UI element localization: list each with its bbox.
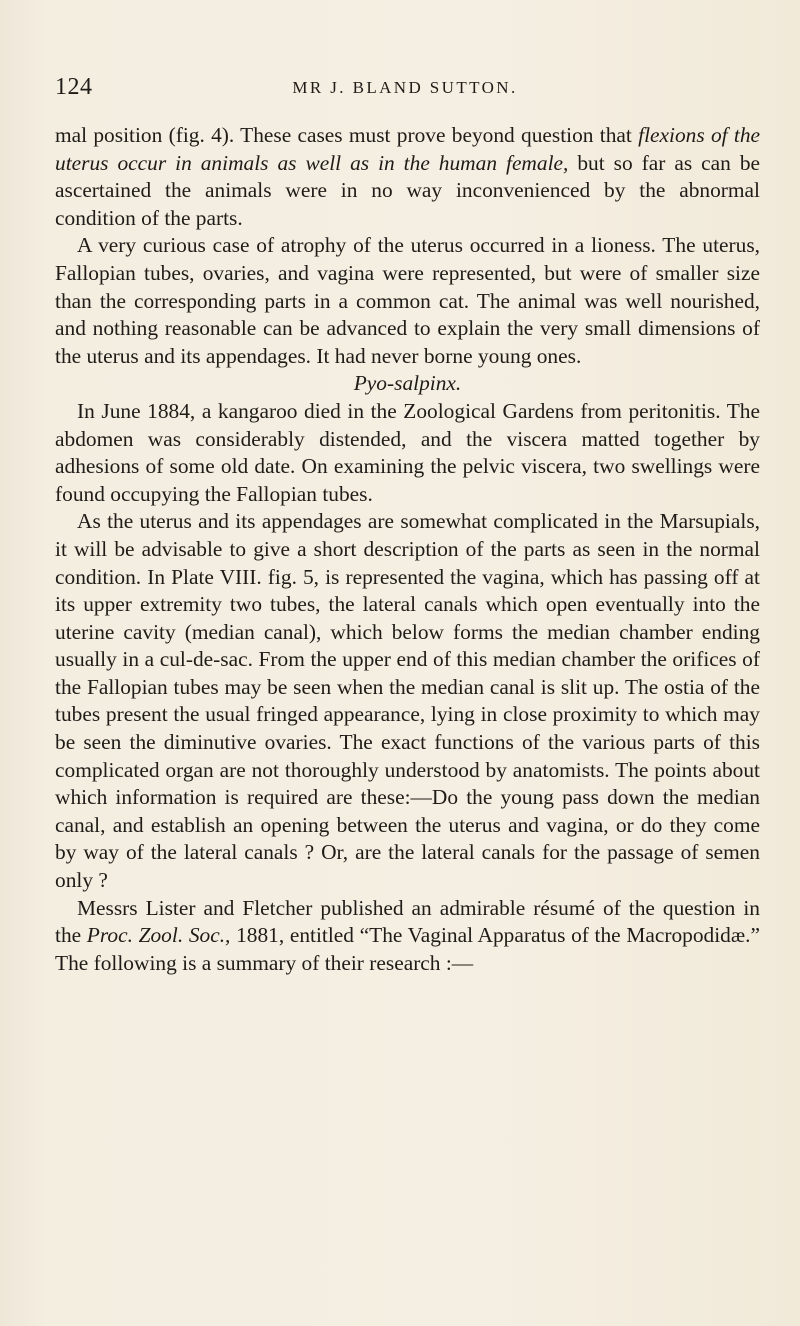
paragraph-lister-fletcher-text-a: Messrs Lister and Fletcher published an admirable résumé of the question in the — [55, 895, 760, 948]
paragraph-atrophy: A very curious case of atrophy of the uterus occurred in a lioness. The uterus, Fallopian tubes, ovaries, and vagina were represented, but were of smaller size than the corresponding parts in a common cat. The animal was well nourished, and nothing reasonable can be advanced to explain the very small dimensions of the uterus and its appendages. It had never borne young ones. — [55, 233, 760, 368]
paragraph-lister-fletcher — [55, 895, 760, 978]
paragraph-flexions — [55, 122, 760, 232]
paragraph-marsupials: As the uterus and its appendages are somewhat complicated in the Marsupials, it will be advisable to give a short description of the parts as seen in the normal condition. In Plate VIII. fig. 5, is represented the vagina, which has passing off at its upper extremity two tubes, the lateral canals which open eventually into the uterine cavity (median canal), which below forms the median chamber ending usually in a cul-de-sac. From the upper end of this median chamber the orifices of the Fallopian tubes may be seen when the median canal is slit up. The ostia of the tubes present the usual fringed appearance, lying in close proximity to which may be seen the diminutive ovaries. The exact functions of the various parts of this complicated organ are not thoroughly understood by anatomists. The points about which information is required are these:—Do the young pass down the median canal, and establish an opening between the uterus and vagina, or do they come by way of the lateral canals ? Or, are the lateral canals for the passage of semen only ? — [55, 509, 760, 893]
paragraph-flexions-italic: flexions of the uterus occur in animals as well as in the human female, — [55, 123, 761, 175]
section-heading: Pyo-salpinx. — [353, 371, 462, 396]
body-text — [55, 122, 760, 977]
paragraph-flexions-text-a: mal position (fig. 4). These cases must prove beyond question that — [55, 123, 639, 147]
page-header — [55, 74, 755, 104]
paragraph-lister-fletcher-italic: Proc. Zool. Soc., — [86, 923, 231, 948]
paragraph-kangaroo: In June 1884, a kangaroo died in the Zoological Gardens from peritonitis. The abdomen was considerably distended, and the viscera matted together by adhesions of some old date. On examining the pelvic viscera, two swellings were found occupying the Fallopian tubes. — [55, 398, 760, 506]
page-number: 124 — [55, 74, 93, 100]
paragraph-lister-fletcher-text-b: 1881, entitled “The Vaginal Apparatus of the Macropodidæ.” The following is a summary of their research :— — [55, 923, 760, 975]
running-head: MR J. BLAND SUTTON. — [292, 78, 518, 97]
paragraph-flexions-text-b: but so far as can be ascertained the animals were in no way inconvenienced by the abnormal condition of the parts. — [55, 150, 761, 230]
